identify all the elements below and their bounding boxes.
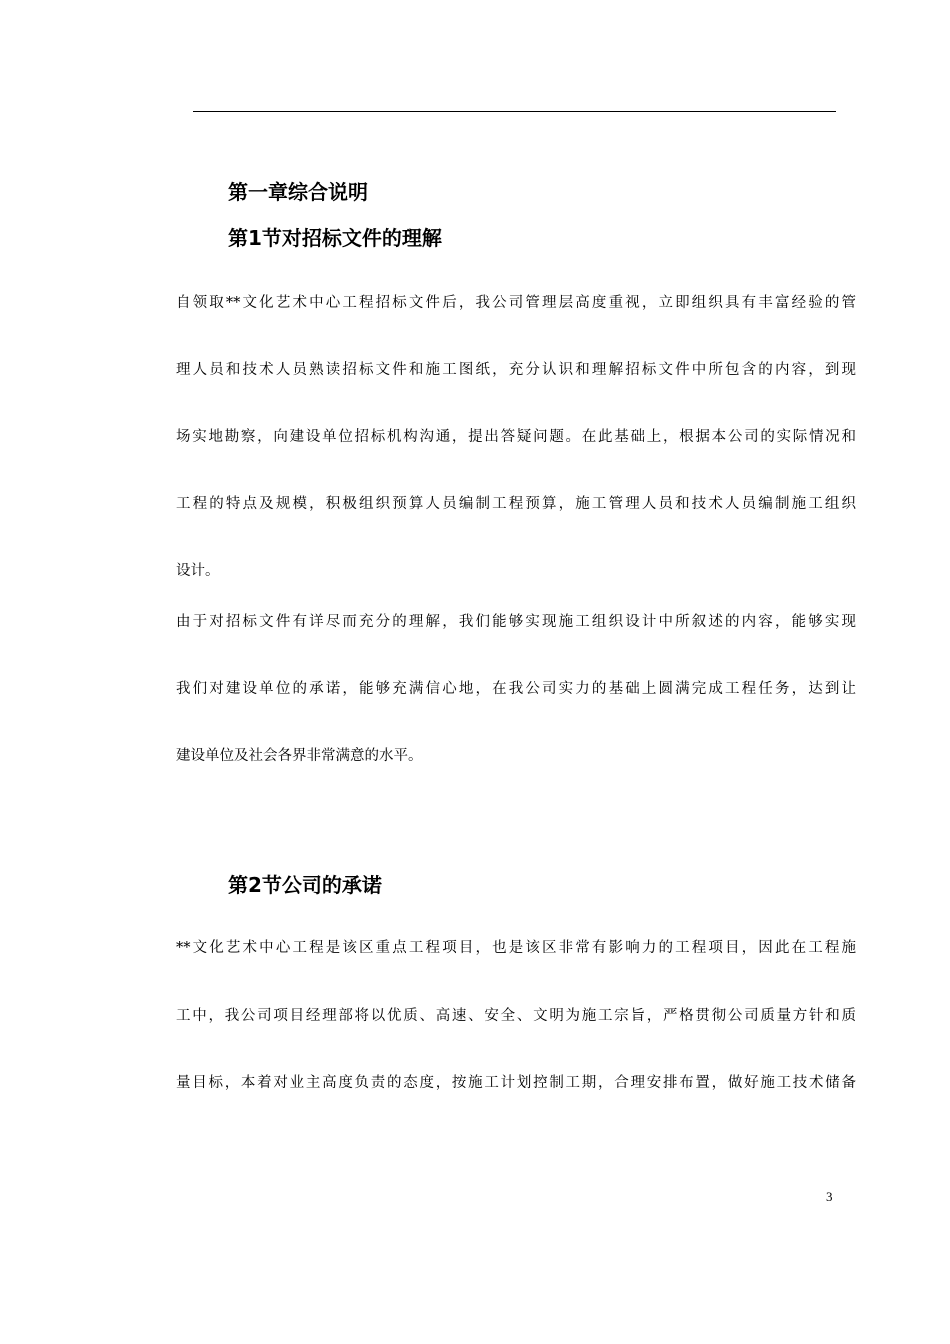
paragraph-line: 理人员和技术人员熟读招标文件和施工图纸，充分认识和理解招标文件中所包含的内容，到现 — [176, 362, 856, 378]
header-rule — [193, 111, 836, 112]
paragraph-line: 工中，我公司项目经理部将以优质、高速、安全、文明为施工宗旨，严格贯彻公司质量方针和质 — [176, 1008, 856, 1024]
paragraph-line: 自领取**文化艺术中心工程招标文件后，我公司管理层高度重视，立即组织具有丰富经验的管 — [176, 295, 856, 311]
page-number: 3 — [826, 1189, 833, 1204]
paragraph-line: 设计。 — [176, 563, 220, 579]
paragraph-line: 工程的特点及规模，积极组织预算人员编制工程预算，施工管理人员和技术人员编制施工组织 — [176, 496, 856, 512]
chapter-heading: 第一章综合说明 — [228, 180, 368, 204]
paragraph-line: **文化艺术中心工程是该区重点工程项目，也是该区非常有影响力的工程项目，因此在工程施 — [176, 940, 856, 956]
paragraph-line: 由于对招标文件有详尽而充分的理解，我们能够实现施工组织设计中所叙述的内容，能够实现 — [176, 614, 856, 630]
paragraph-line: 我们对建设单位的承诺，能够充满信心地，在我公司实力的基础上圆满完成工程任务，达到让 — [176, 681, 856, 697]
paragraph-line: 量目标，本着对业主高度负责的态度，按施工计划控制工期，合理安排布置，做好施工技术储备 — [176, 1075, 856, 1091]
section-2-heading: 第2节公司的承诺 — [228, 873, 382, 897]
paragraph-line: 场实地勘察，向建设单位招标机构沟通，提出答疑问题。在此基础上，根据本公司的实际情况和 — [176, 429, 856, 445]
paragraph-line: 建设单位及社会各界非常满意的水平。 — [176, 748, 423, 764]
section-1-heading: 第1节对招标文件的理解 — [228, 226, 442, 250]
